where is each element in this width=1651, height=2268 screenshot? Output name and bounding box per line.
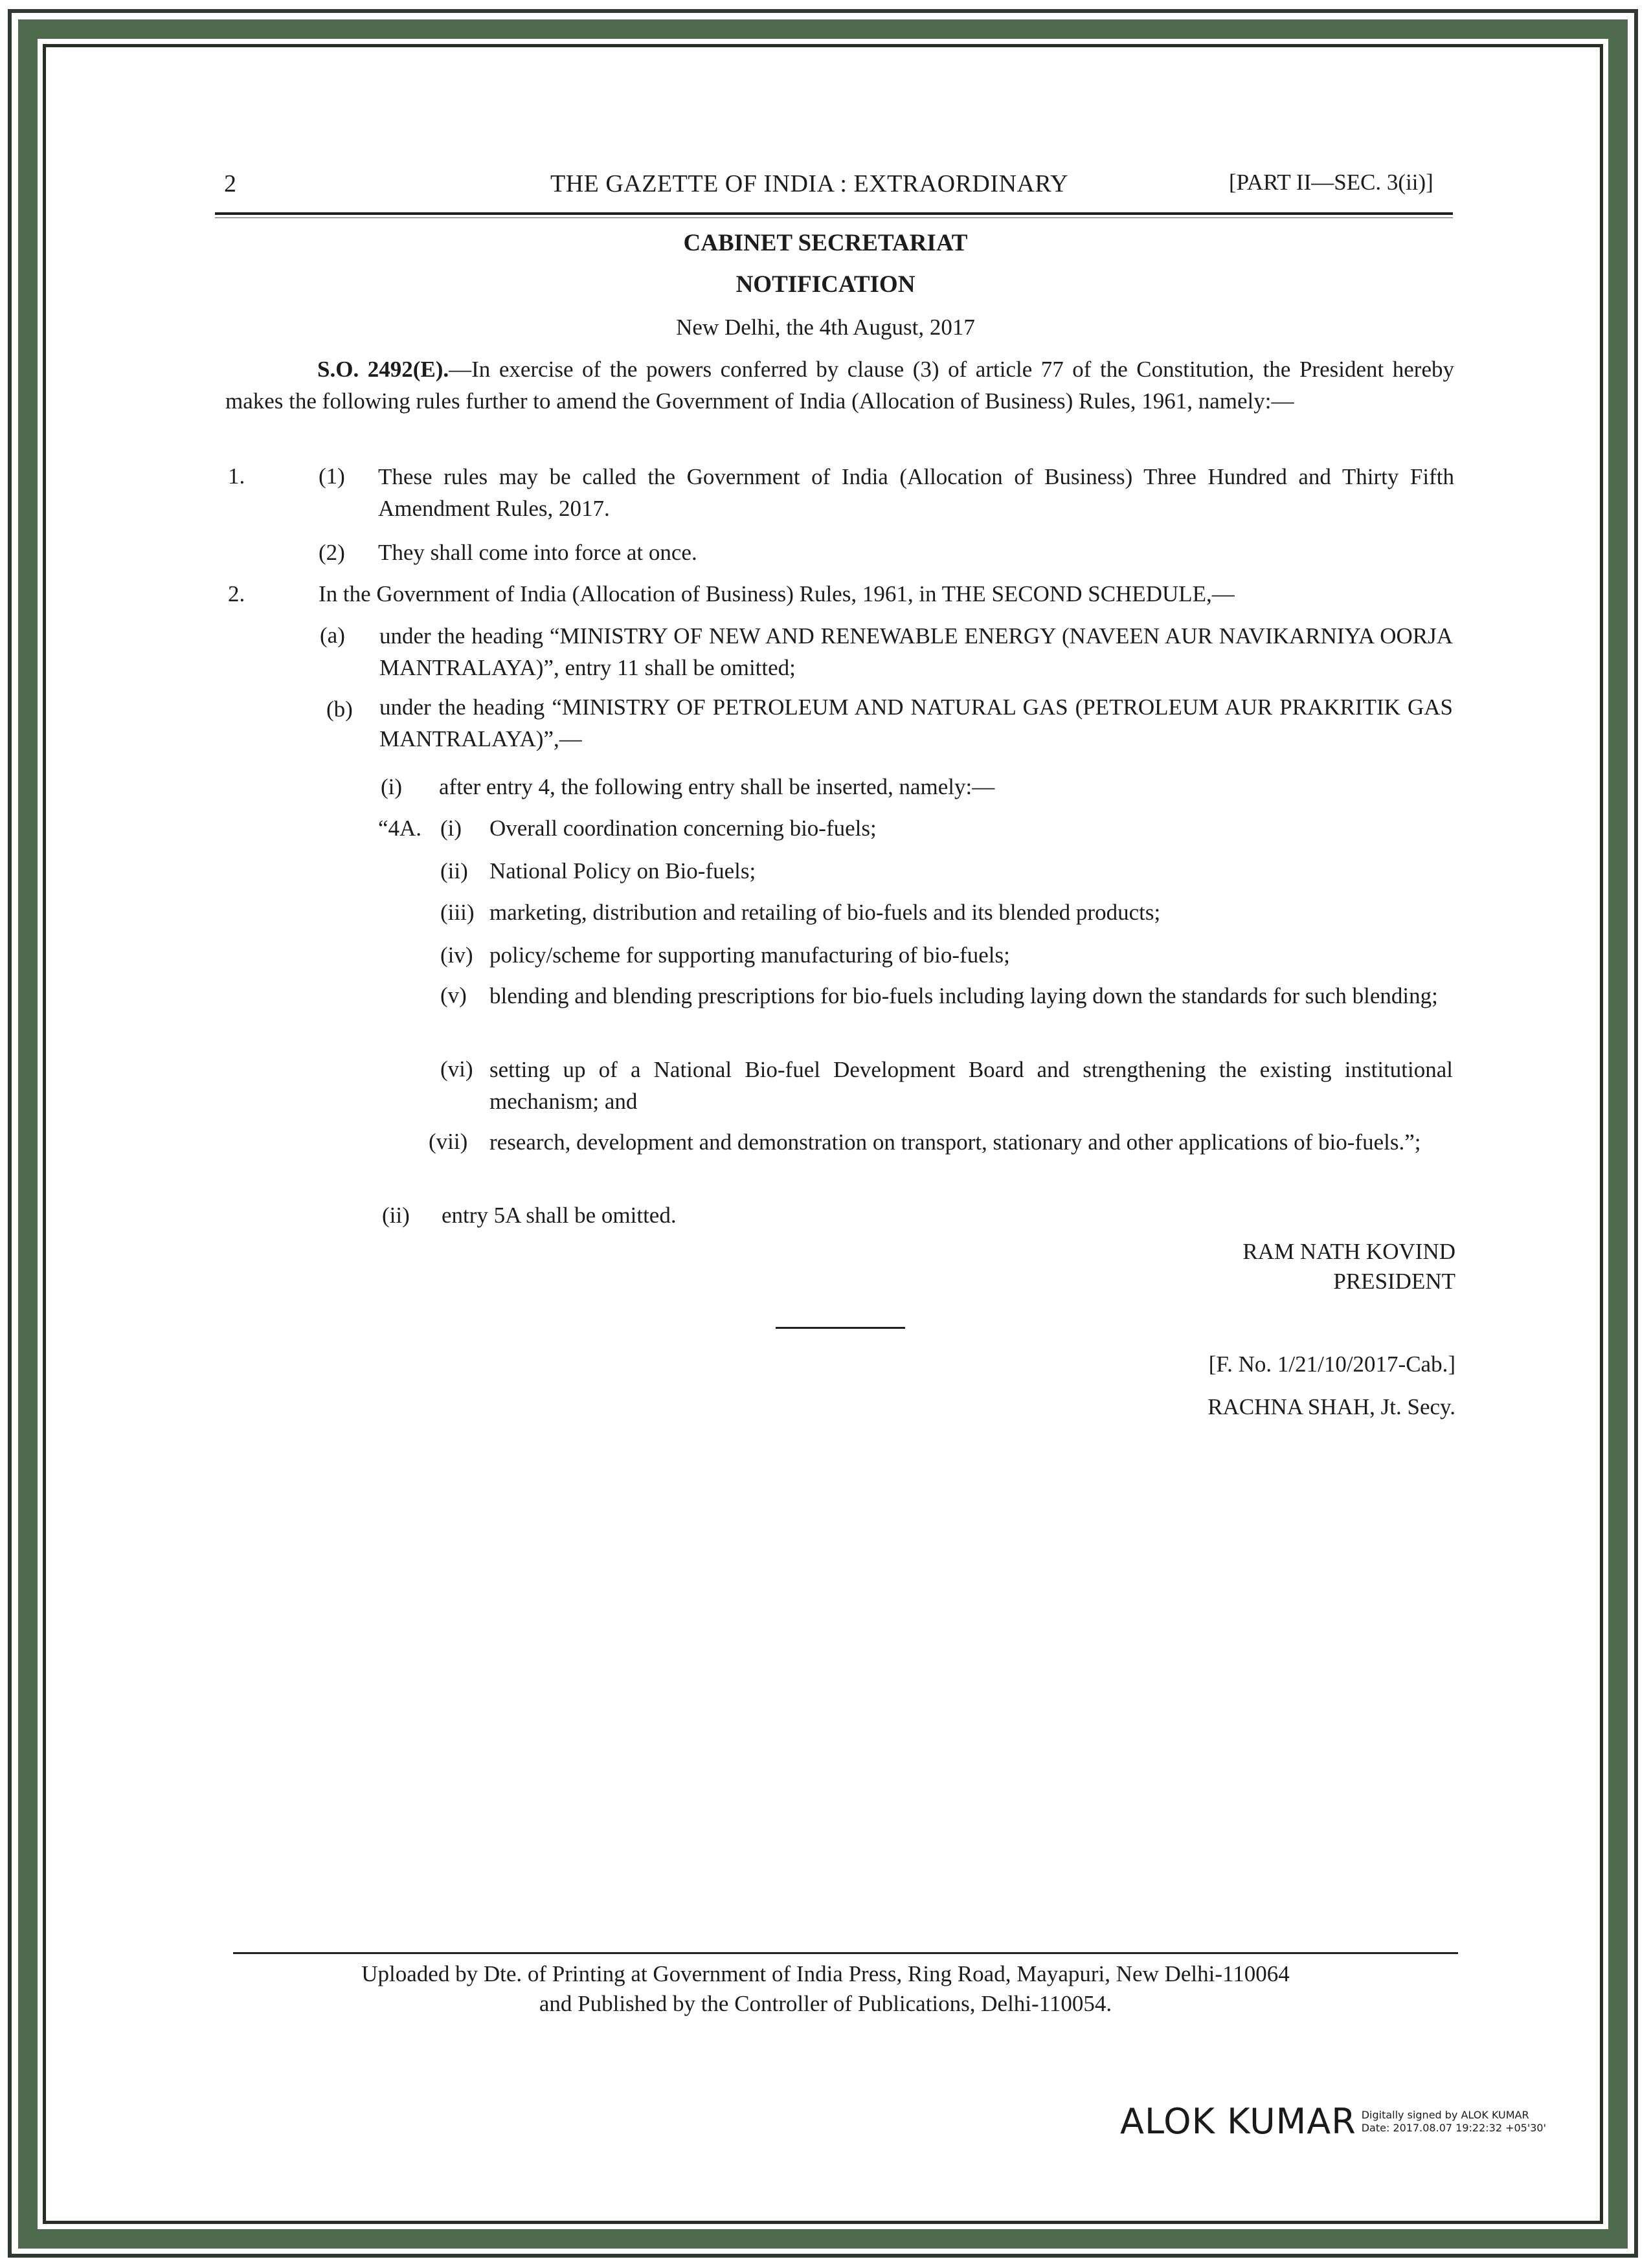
entry-text: blending and blending prescriptions for bio-fuels including laying down the standards for such blending; xyxy=(489,983,1438,1008)
digital-signature xyxy=(1120,2101,1546,2142)
header-rule xyxy=(215,212,1453,215)
entry-label: (ii) xyxy=(440,858,468,884)
notification-heading: NOTIFICATION xyxy=(736,271,915,298)
file-reference: [F. No. 1/21/10/2017-Cab.] xyxy=(1208,1351,1455,1377)
intro-text: —In exercise of the powers conferred by clause (3) of article 77 of the Constitution, the President hereby makes the following rules further to amend the Government of India (Allocation of Business) Rules, 1961, namely:— xyxy=(225,357,1454,414)
entry-label: (i) xyxy=(440,816,462,841)
rule1-sub1-label: (1) xyxy=(319,463,345,489)
ministry-heading: CABINET SECRETARIAT xyxy=(683,230,968,256)
digital-signature-signed-by: Digitally signed by ALOK KUMAR xyxy=(1361,2108,1529,2121)
entry-text: research, development and demonstration on transport, stationary and other applications of bio-fuels.”; xyxy=(489,1129,1421,1155)
digital-signature-date: Date: 2017.08.07 19:22:32 +05'30' xyxy=(1361,2121,1546,2134)
intro-paragraph xyxy=(225,353,1454,417)
footer-rule xyxy=(233,1952,1458,1954)
rule2-b-i-label: (i) xyxy=(381,774,403,799)
signatory-title: PRESIDENT xyxy=(1333,1269,1455,1294)
entry-label: (vi) xyxy=(440,1056,473,1082)
place-date: New Delhi, the 4th August, 2017 xyxy=(676,315,975,340)
entry-label: (vii) xyxy=(429,1129,468,1154)
rule1-sub1-text: These rules may be called the Government of India (Allocation of Business) Three Hundred and Thirty Fifth Amendment Rules, 2017. xyxy=(378,464,1454,521)
rule2-a-text: under the heading “MINISTRY OF NEW AND RENEWABLE ENERGY (NAVEEN AUR NAVIKARNIYA OORJA MANTRALAYA)”, entry 11 shall be omitted; xyxy=(379,623,1453,680)
gazette-title: THE GAZETTE OF INDIA : EXTRAORDINARY xyxy=(550,170,1069,197)
footer-line2: and Published by the Controller of Publications, Delhi-110054. xyxy=(539,1991,1112,2016)
entry-text: setting up of a National Bio-fuel Development Board and strengthening the existing institutional mechanism; and xyxy=(489,1057,1453,1114)
entry-text: National Policy on Bio-fuels; xyxy=(489,858,756,884)
footer-line1: Uploaded by Dte. of Printing at Government of India Press, Ring Road, Mayapuri, New Delhi-110064 xyxy=(361,1961,1290,1986)
rule1-sub2-label: (2) xyxy=(319,540,345,565)
rule2-b-ii-label: (ii) xyxy=(382,1203,410,1228)
rule2-text: In the Government of India (Allocation of Business) Rules, 1961, in THE SECOND SCHEDULE,— xyxy=(319,581,1235,606)
header-rule-thin xyxy=(215,217,1453,218)
rule2-b-i-text: after entry 4, the following entry shall be inserted, namely:— xyxy=(439,774,995,799)
rule1-sub2-text: They shall come into force at once. xyxy=(378,540,697,565)
rule2-b-text: under the heading “MINISTRY OF PETROLEUM AND NATURAL GAS (PETROLEUM AUR PRAKRITIK GAS MANTRALAYA)”,— xyxy=(379,695,1453,751)
rule2-b-label: (b) xyxy=(326,696,353,722)
part-section: [PART II—SEC. 3(ii)] xyxy=(1229,170,1433,195)
entry-label: (iv) xyxy=(440,942,473,968)
entry-label: (v) xyxy=(440,983,467,1008)
secretary-name: RACHNA SHAH, Jt. Secy. xyxy=(1207,1394,1455,1419)
signatory-name: RAM NATH KOVIND xyxy=(1242,1239,1455,1264)
rule1-number: 1. xyxy=(228,463,245,489)
digital-signature-name: ALOK KUMAR xyxy=(1120,2101,1356,2142)
rule2-b-ii-text: entry 5A shall be omitted. xyxy=(442,1203,677,1228)
so-number: S.O. 2492(E). xyxy=(317,357,449,382)
entry-text: policy/scheme for supporting manufacturing of bio-fuels; xyxy=(489,942,1010,968)
entry-label: (iii) xyxy=(440,900,475,925)
entry-text: marketing, distribution and retailing of bio-fuels and its blended products; xyxy=(489,900,1161,925)
page-number: 2 xyxy=(224,170,236,197)
rule2-number: 2. xyxy=(228,581,245,606)
section-divider xyxy=(776,1327,905,1329)
rule2-a-label: (a) xyxy=(320,623,345,648)
entry-4a-label: “4A. xyxy=(378,816,422,841)
entry-text: Overall coordination concerning bio-fuels; xyxy=(489,816,877,841)
